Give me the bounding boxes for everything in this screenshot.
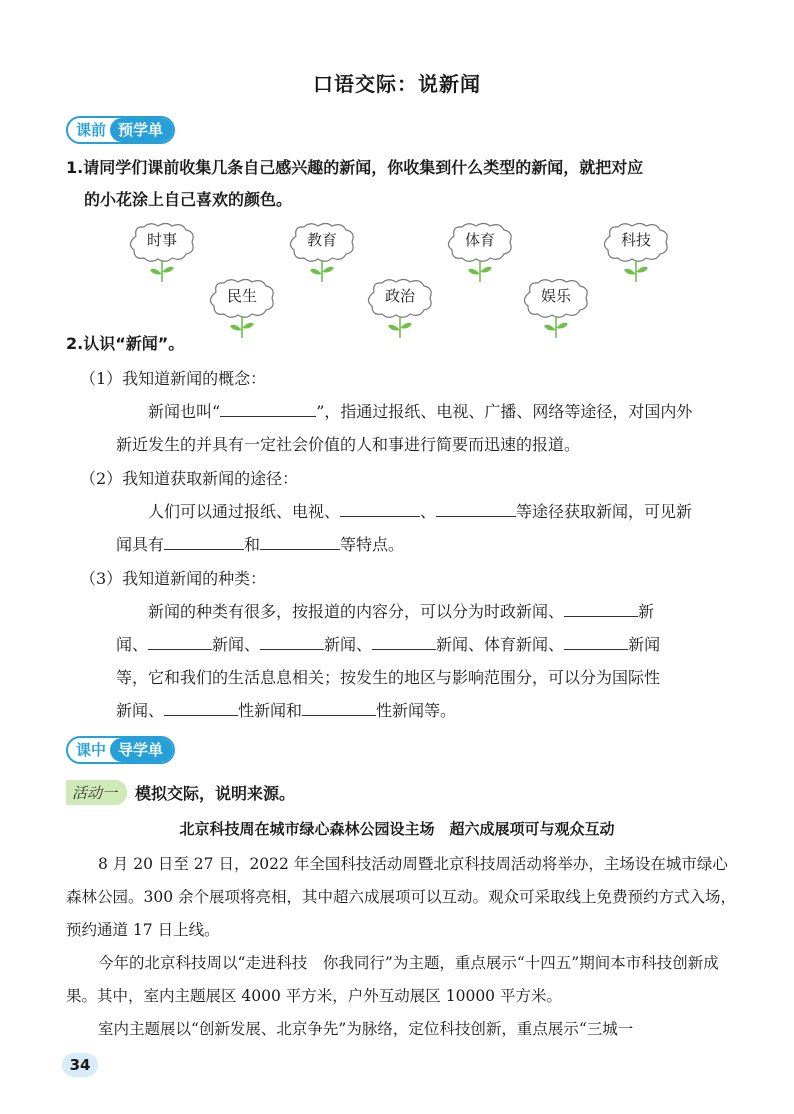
flower-label: 时事	[146, 231, 177, 249]
sub-question-1-paragraph	[116, 395, 736, 428]
sub-question-1-line2: 新近发生的并具有一定社会价值的人和事进行简要而迅速的报道。	[116, 435, 581, 454]
fill-blank[interactable]	[164, 697, 238, 716]
text: 等特点。	[340, 535, 405, 554]
text: 新闻	[628, 635, 661, 654]
sub-question-2-label: （2）我知道获取新闻的途径：	[80, 469, 299, 488]
news-paragraph-2: 今年的北京科技周以“走进科技 你我同行”为主题，重点展示“十四五”期间本市科技创新成果。其中，室内主题展区 4000 平方米，户外互动展区 10000 平方米。	[66, 954, 719, 1005]
flower-leaf	[322, 267, 334, 273]
sub-question-3-line1	[116, 595, 736, 628]
question-1-line2: 的小花涂上自己喜欢的颜色。	[84, 190, 293, 209]
flower-label: 教育	[306, 231, 337, 249]
text: 闻具有	[116, 535, 165, 554]
sub-question-2-line1	[116, 495, 736, 528]
flower-1[interactable]	[126, 222, 198, 284]
section-badge-tail: 导学单	[110, 738, 173, 762]
text: 新闻、	[324, 635, 373, 654]
page-title: 口语交际：说新闻	[313, 72, 481, 96]
text: 闻、	[116, 635, 149, 654]
flower-leaf	[162, 267, 174, 273]
activity-one	[66, 780, 295, 805]
section-badge-pre	[66, 116, 175, 144]
fill-blank[interactable]	[340, 498, 420, 517]
flower-leaf	[624, 269, 636, 275]
fill-blank[interactable]	[436, 498, 516, 517]
fill-blank[interactable]	[564, 598, 638, 617]
text: 新闻、体育新闻、	[436, 635, 565, 654]
flower-leaf	[310, 269, 322, 275]
text: 性新闻和	[238, 701, 303, 720]
text: 和	[244, 535, 261, 554]
text: 新闻、	[212, 635, 261, 654]
sub-question-3-line2	[116, 628, 736, 661]
flower-label: 民生	[226, 287, 257, 305]
activity-tag: 活动一	[66, 780, 127, 805]
section-badge-lead: 课中	[76, 741, 107, 759]
text: 新	[638, 602, 655, 621]
sub-question-1-label: （1）我知道新闻的概念：	[80, 369, 267, 388]
news-headline: 北京科技周在城市绿心森林公园设主场 超六成展项可与观众互动	[179, 820, 615, 838]
question-2-title: 2.认识“新闻”。	[66, 334, 185, 353]
section-badge-tail: 预学单	[110, 118, 173, 142]
flower-4[interactable]	[600, 222, 672, 284]
activity-title: 模拟交际，说明来源。	[135, 784, 296, 803]
fill-blank[interactable]	[564, 631, 628, 650]
fill-blank[interactable]	[302, 697, 376, 716]
news-paragraph-1: 8 月 20 日至 27 日，2022 年全国科技活动周暨北京科技周活动将举办，主场设在城市绿心森林公园。300 余个展项将亮相，其中超六成展项可以互动。观众可采取线上免费预约方式入场，预约通道 17 日上线。	[66, 855, 737, 939]
flower-leaf	[636, 267, 648, 273]
text: ”，指通过报纸、电视、广播、网络等途径，对国内外	[316, 402, 693, 421]
text: 、	[420, 502, 437, 521]
flower-leaf	[480, 267, 492, 273]
fill-blank[interactable]	[220, 398, 316, 417]
text: 性新闻等。	[376, 701, 457, 720]
flower-leaf	[468, 269, 480, 275]
text: 新闻、	[116, 701, 165, 720]
fill-blank[interactable]	[148, 631, 212, 650]
news-paragraph-3: 室内主题展以“创新发展、北京争先”为脉络，定位科技创新，重点展示“三城一	[98, 1020, 634, 1038]
flower-leaf	[150, 269, 162, 275]
sub-question-3-line4	[116, 694, 736, 727]
flower-label: 娱乐	[540, 287, 571, 305]
fill-blank[interactable]	[164, 531, 244, 550]
page-number: 34	[62, 1053, 98, 1077]
text: 人们可以通过报纸、电视、	[148, 502, 341, 521]
question-1-line1: 1.请同学们课前收集几条自己感兴趣的新闻，你收集到什么类型的新闻，就把对应	[66, 158, 644, 177]
question-1	[66, 152, 734, 216]
text: 等途径获取新闻，可见新	[516, 502, 693, 521]
sub-question-3-label: （3）我知道新闻的种类：	[80, 569, 267, 588]
flower-label: 体育	[464, 231, 495, 249]
flower-3[interactable]	[444, 222, 516, 284]
text: 新闻也叫“	[148, 402, 221, 421]
flower-label: 政治	[384, 287, 415, 305]
text: 新闻的种类有很多，按报道的内容分，可以分为时政新闻、	[148, 602, 565, 621]
sub-question-3-line3: 等，它和我们的生活息息相关；按发生的地区与影响范围分，可以分为国际性	[116, 668, 661, 687]
section-badge-mid	[66, 736, 175, 764]
section-badge-lead: 课前	[76, 121, 107, 139]
flower-label: 科技	[620, 231, 651, 249]
fill-blank[interactable]	[372, 631, 436, 650]
fill-blank[interactable]	[260, 531, 340, 550]
sub-question-2-line2	[116, 528, 736, 561]
fill-blank[interactable]	[260, 631, 324, 650]
flower-2[interactable]	[286, 222, 358, 284]
